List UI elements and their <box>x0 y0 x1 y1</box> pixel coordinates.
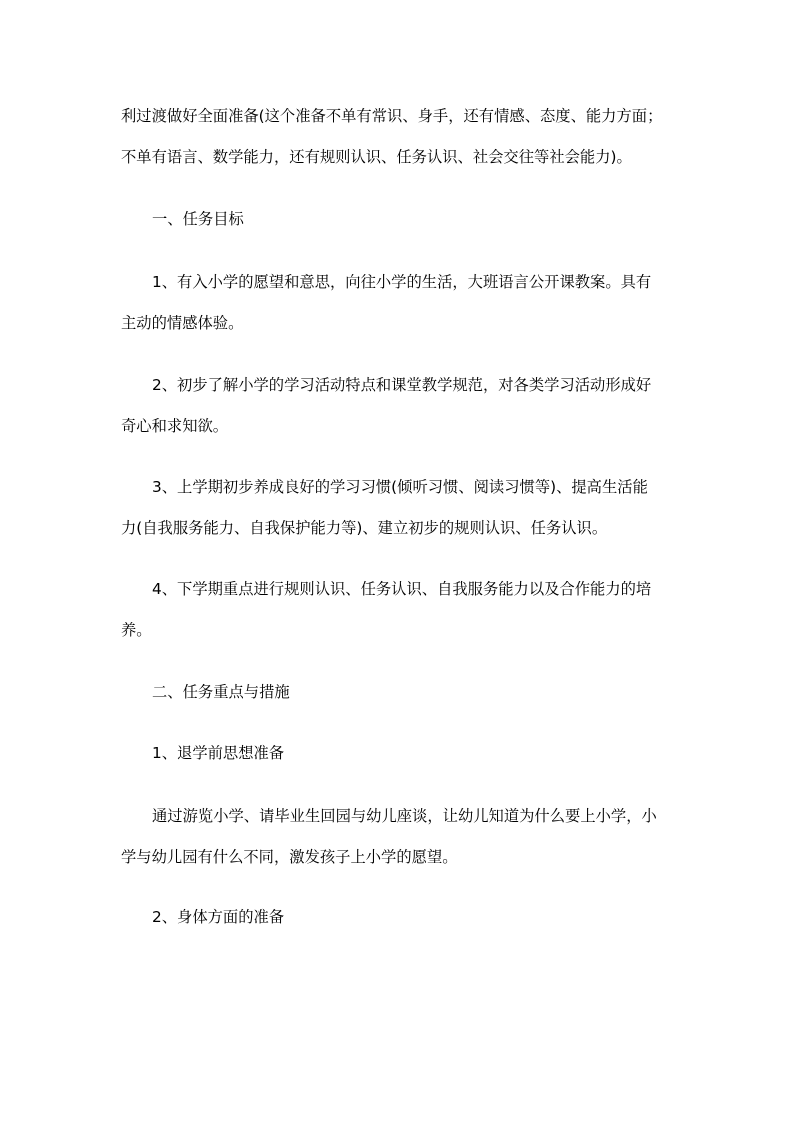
heading-line: 一、任务目标 <box>152 210 244 228</box>
subheading-pre-school-thinking <box>121 733 681 774</box>
paragraph-goal-1 <box>121 262 681 344</box>
heading-line: 二、任务重点与措施 <box>152 683 290 701</box>
section-heading-key-measures <box>121 672 681 713</box>
heading-line: 1、退学前思想准备 <box>152 744 285 762</box>
paragraph-line: 3、上学期初步养成良好的学习习惯(倾听习惯、阅读习惯等)、提高生活能 <box>152 478 648 496</box>
paragraph-line: 主动的情感体验。 <box>121 314 244 332</box>
paragraph-line: 1、有入小学的愿望和意思，向往小学的生活，大班语言公开课教案。具有 <box>152 273 652 291</box>
paragraph-visit-primary-school <box>121 796 681 878</box>
paragraph-line: 养。 <box>121 621 152 639</box>
paragraph-goal-3 <box>121 467 681 549</box>
section-heading-task-goals <box>121 199 681 240</box>
subheading-physical-preparation <box>121 897 681 938</box>
paragraph-goal-4 <box>121 569 681 651</box>
paragraph-line: 学与幼儿园有什么不同，激发孩子上小学的愿望。 <box>121 848 458 866</box>
paragraph-line: 奇心和求知欲。 <box>121 417 229 435</box>
paragraph-intro-continuation <box>121 96 681 178</box>
paragraph-line: 2、初步了解小学的学习活动特点和课堂教学规范，对各类学习活动形成好 <box>152 376 652 394</box>
paragraph-line: 通过游览小学、请毕业生回园与幼儿座谈，让幼儿知道为什么要上小学，小 <box>152 807 657 825</box>
paragraph-line: 利过渡做好全面准备(这个准备不单有常识、身手，还有情感、态度、能力方面； <box>121 107 663 125</box>
heading-line: 2、身体方面的准备 <box>152 908 285 926</box>
paragraph-goal-2 <box>121 365 681 447</box>
paragraph-line: 不单有语言、数学能力，还有规则认识、任务认识、社会交往等社会能力)。 <box>121 148 632 166</box>
paragraph-line: 4、下学期重点进行规则认识、任务认识、自我服务能力以及合作能力的培 <box>152 580 652 598</box>
paragraph-line: 力(自我服务能力、自我保护能力等)、建立初步的规则认识、任务认识。 <box>121 519 608 537</box>
